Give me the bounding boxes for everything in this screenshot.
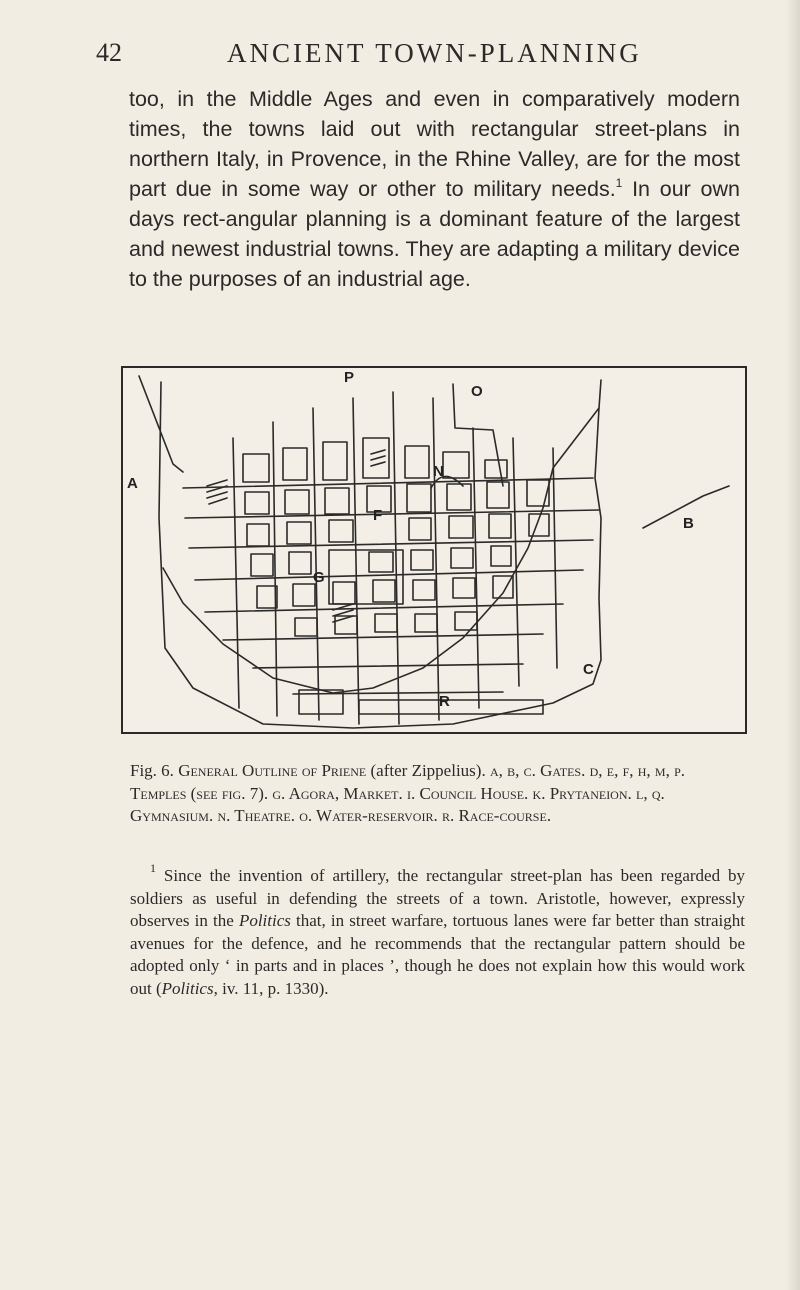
caption-fig-number: Fig. 6. (130, 761, 174, 780)
priene-plan-figure (121, 366, 747, 734)
reservoir-o-label: O (471, 383, 483, 400)
block (491, 546, 511, 566)
footnote-text-3: , iv. 11, p. 1330). (213, 978, 329, 998)
block (247, 524, 269, 546)
race-course (359, 700, 543, 714)
footnote-text-2: that, in street warfare, tortuous lanes were far better than straight avenues for the defence, and he recommends that the rectangular pattern should be adopted only ‘ in parts and in places ’, though he does not explain how this would work out ( (130, 911, 745, 998)
block (455, 612, 477, 630)
block (373, 580, 395, 602)
block (375, 614, 397, 632)
block (415, 614, 437, 632)
running-head: ANCIENT TOWN-PLANNING (227, 38, 642, 68)
figure-caption (130, 760, 745, 828)
body-text-part-1: too, in the Middle Ages and even in comparatively modern times, the towns laid out with rectangular street-plans in northern Italy, in Provence, in the Rhine Valley, are for the most part due in some way or other to military needs. (129, 87, 740, 201)
gate-b-label: B (683, 515, 694, 532)
page-header (96, 38, 696, 78)
block (411, 550, 433, 570)
caption-source: (after Zippelius). (366, 761, 486, 780)
block (287, 522, 311, 544)
city-wall-outline (159, 382, 601, 728)
body-text-part-2: In our own days rect-angular planning is a dominant feature of the largest and newest industrial towns. They are adapting a military device to the purposes of an industrial age. (129, 177, 740, 291)
block (251, 554, 273, 576)
block (413, 580, 435, 600)
block (443, 452, 469, 478)
block (283, 448, 307, 480)
theatre-n-label: N (433, 463, 444, 480)
page-edge-shadow (786, 0, 800, 1290)
temple-f-label: F (373, 507, 383, 524)
gate-a-label: A (127, 475, 138, 492)
block (289, 552, 311, 574)
gate-c-label: C (583, 661, 594, 678)
footnote-marker: 1 (150, 861, 156, 875)
block (285, 490, 309, 514)
block (487, 482, 509, 508)
block (245, 492, 269, 514)
block (485, 460, 507, 478)
agora-g-label: G (313, 569, 325, 586)
block (257, 586, 277, 608)
priene-plan-drawing (123, 368, 745, 732)
block (323, 442, 347, 480)
block (489, 514, 511, 538)
body-paragraph (129, 84, 740, 294)
footnote-text-1: Since the invention of artillery, the rectangular street-plan has been regarded by soldiers as useful in defending the streets of a town. Aristotle, however, expressly observes in the (130, 866, 745, 930)
footnote-work-1: Politics (238, 911, 291, 930)
block (243, 454, 269, 482)
block (453, 578, 475, 598)
footnote (130, 861, 745, 1000)
block (407, 484, 431, 512)
race-course-r-label: R (439, 693, 450, 710)
block (405, 446, 429, 478)
page-number: 42 (96, 38, 122, 67)
block (369, 552, 393, 572)
block (449, 516, 473, 538)
block (295, 618, 317, 636)
street-ns (233, 392, 557, 724)
caption-legend: a, b, c. Gates. d, e, f, h, m, p. Temples (see fig. 7). g. Agora, Market. i. Council House. k. Prytaneion. l, q. Gymnasium. n. Theatre. o. Water-reservoir. r. Race-course. (130, 761, 686, 825)
block (325, 488, 349, 514)
east-wall (599, 380, 729, 528)
temple-p-label: P (344, 369, 355, 386)
caption-title: General Outline of Priene (178, 761, 367, 780)
block (329, 520, 353, 542)
block (447, 484, 471, 510)
block (451, 548, 473, 568)
footnote-work-2: Politics (161, 978, 214, 998)
block (293, 584, 315, 606)
block (333, 582, 355, 604)
block (527, 480, 549, 506)
block (409, 518, 431, 540)
footnote-reference[interactable]: 1 (615, 176, 623, 190)
